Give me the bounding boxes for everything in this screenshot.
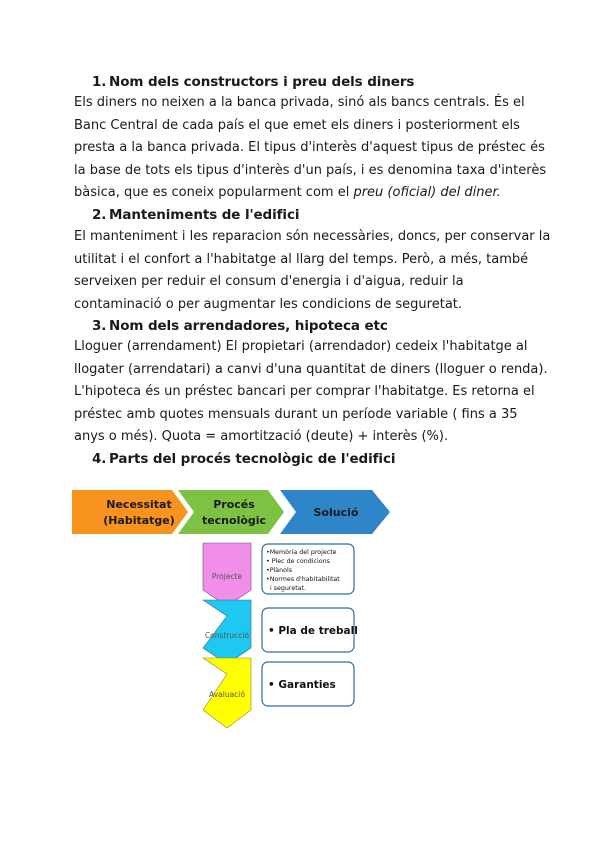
section-2-paragraph: El manteniment i les reparacion són necessàries, doncs, per conservar la utilitat i el confort a l'habitatge al llarg del temps. Però, a més, també serveixen per reduir el consum d'energia i d'aigua, reduir la contaminació o per augmentar les condicions de seguretat. [74,229,551,312]
box-projecte-item-3: •Plànols [266,567,292,574]
section-1-heading: 1. Nom dels constructors i preu dels diners [92,74,415,90]
arrow-necessitat [72,490,188,534]
arrow-proces-line2: tecnològic [201,514,267,527]
section-1-paragraph: Els diners no neixen a la banca privada, sinó als bancs centrals. És el Banc Central de cada país el que emet els diners i posteriorment els presta a la banca privada. El tipus d'interès d'aquest tipus de préstec és la base de tots els tipus d'interès d'un país, i es denomina taxa d'interès bàsica, que es coneix popularment com el preu (oficial) del diner. [74,95,547,201]
box-avaluacio-item: • Garanties [268,679,336,691]
box-construccio-item: • Pla de treball [268,625,358,637]
italic-phrase: preu (oficial) del diner. [353,185,501,201]
box-projecte-item-4: •Normes d'habitabilitat [266,576,340,583]
arrow-solucio-line1: Solució [313,506,359,519]
stage-avaluacio-label: Avaluació [209,690,245,699]
stage-projecte-label: Projecte [211,572,243,581]
section-3-heading: 3. Nom dels arrendadores, hipoteca etc [92,318,388,334]
section-3-paragraph: Lloguer (arrendament) El propietari (arrendador) cedeix l'habitatge al llogater (arrendatari) a canvi d'una quantitat de diners (lloguer o renda). L'hipoteca és un préstec bancari per comprar l'habitatge. Es retorna el préstec amb quotes mensuals durant un període variable ( fins a 35 anys o més). Quota = amortització (deute) + interès (%). [74,339,548,445]
stage-construccio-label: Construcció [204,631,250,640]
arrow-necessitat-line1: Necessitat [106,498,172,511]
arrow-necessitat-line2: (Habitatge) [103,514,175,527]
section-2-heading: 2. Manteniments de l'edifici [92,207,300,223]
box-projecte-item-2: • Plec de condicions [266,558,330,565]
arrow-proces-line1: Procés [213,498,255,511]
box-projecte-item-5: i seguretat. [270,585,307,592]
arrow-proces [178,490,284,534]
section-4-heading: 4. Parts del procés tecnològic de l'edifici [92,451,396,467]
box-projecte-item-1: •Memòria del projecte [266,549,337,556]
